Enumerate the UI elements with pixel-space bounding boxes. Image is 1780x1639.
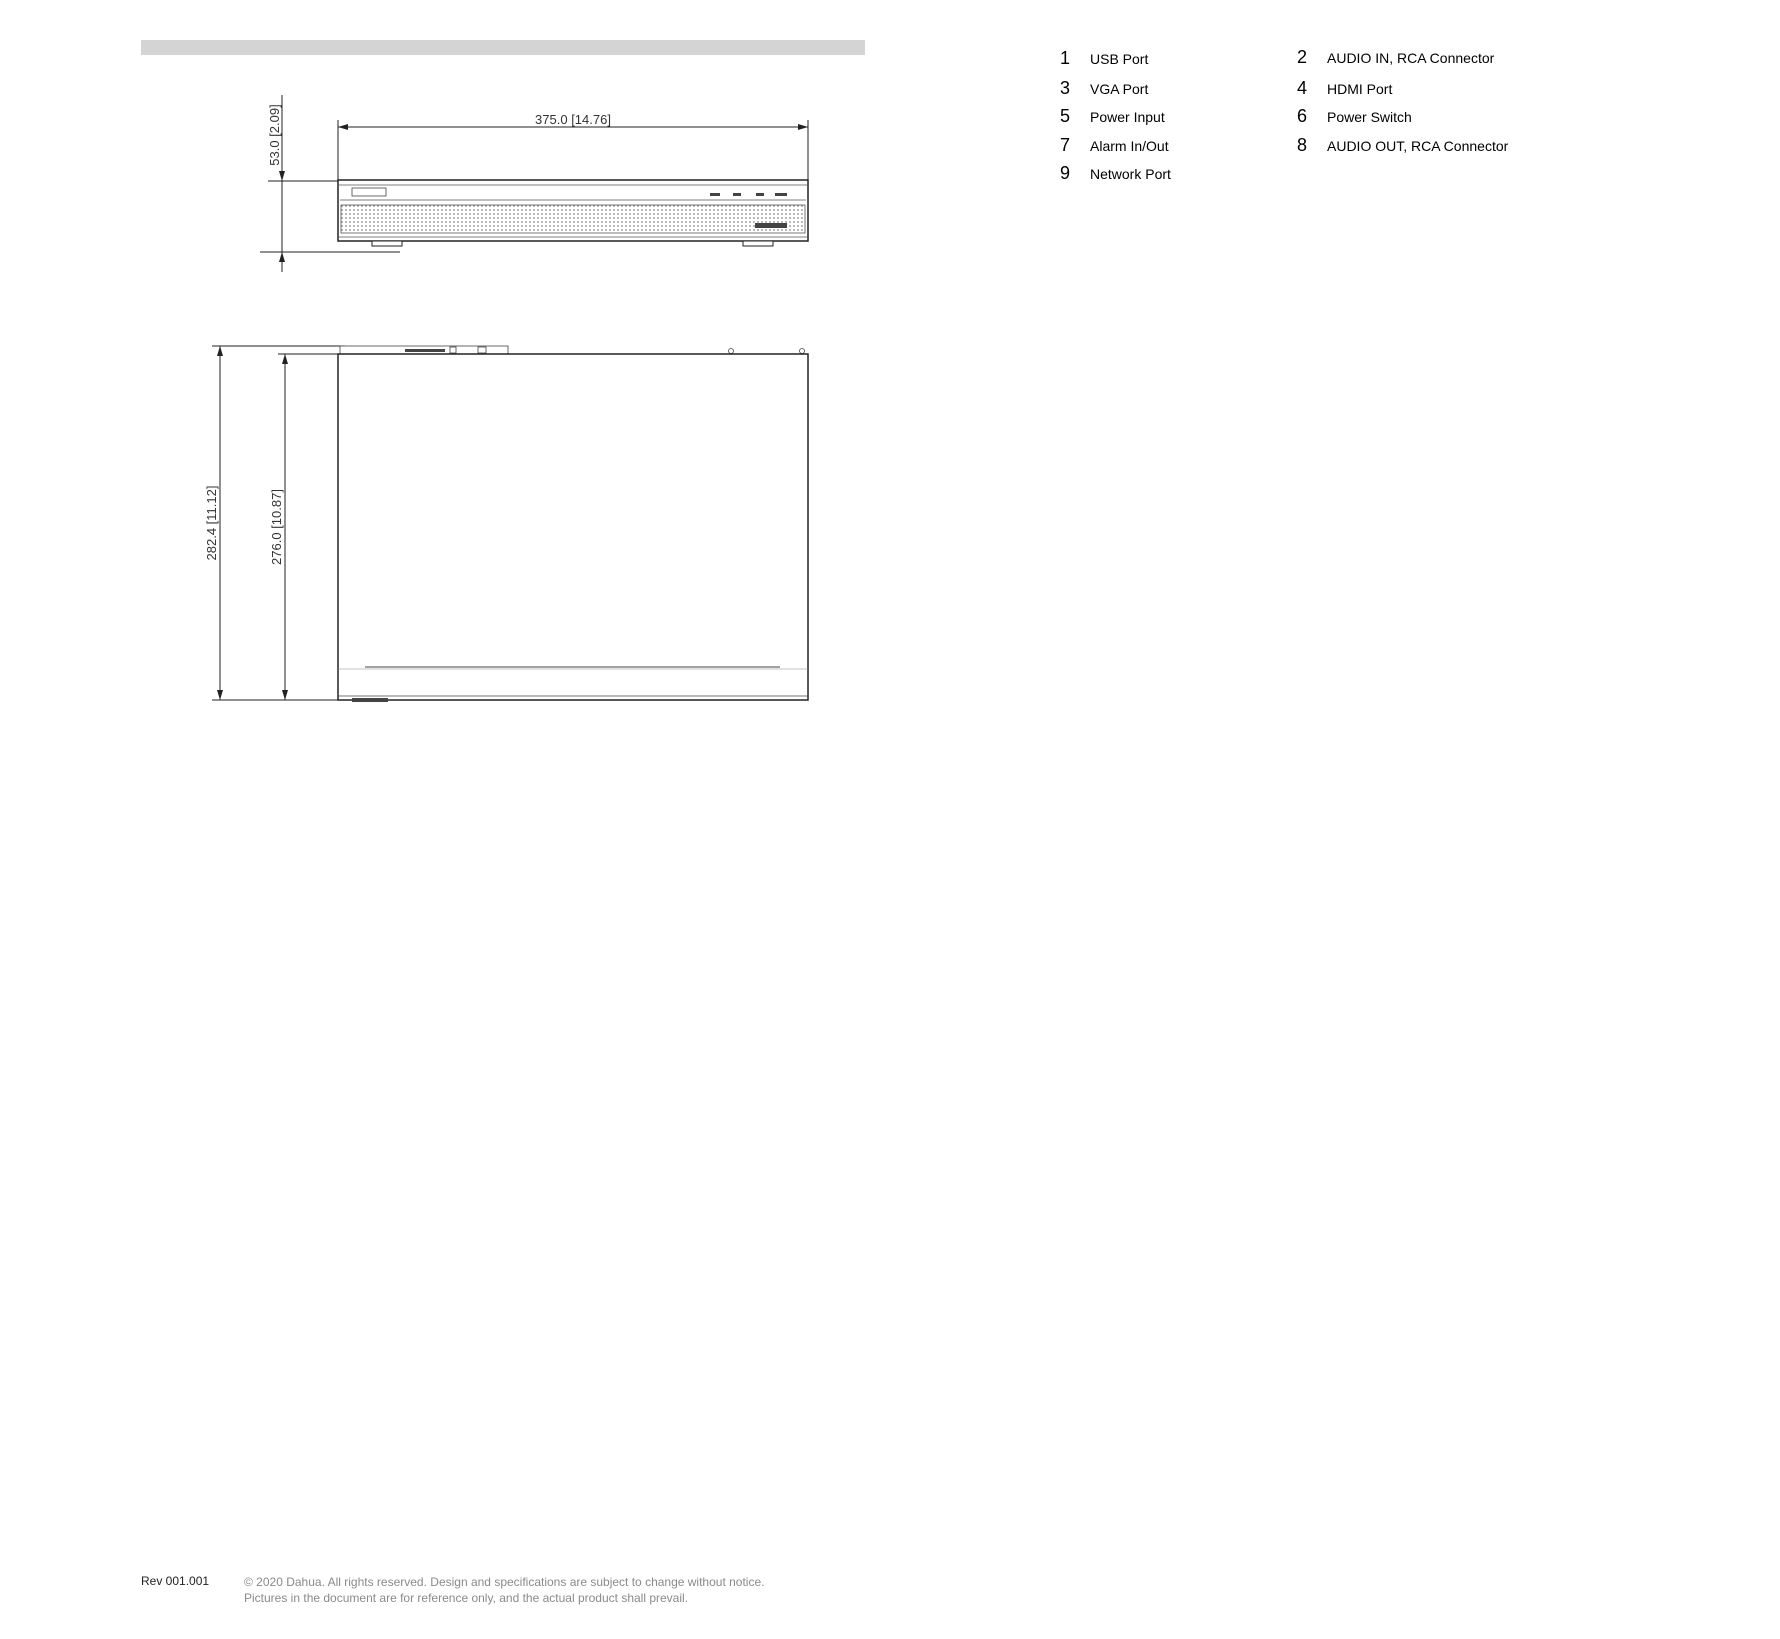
page-footer	[141, 1574, 764, 1606]
legend-item	[1060, 135, 1169, 156]
legend-number: 8	[1297, 135, 1308, 155]
legend-label: HDMI Port	[1327, 81, 1393, 97]
legend-item	[1060, 106, 1165, 127]
legend-number: 7	[1060, 135, 1071, 155]
revision-number: Rev 001.001	[141, 1574, 210, 1588]
legend-label: USB Port	[1090, 51, 1149, 67]
copyright-text: © 2020 Dahua. All rights reserved. Design and specifications are subject to change without notice.	[244, 1575, 765, 1589]
top-view	[204, 346, 808, 702]
legend-number: 1	[1060, 48, 1071, 68]
legend-label: Power Switch	[1327, 109, 1412, 125]
width-dimension-label: 375.0 [14.76]	[535, 112, 611, 127]
legend-item	[1297, 106, 1412, 127]
legend-item	[1297, 47, 1494, 68]
legend-item	[1297, 78, 1392, 99]
legal-notice	[244, 1574, 764, 1606]
depth-total-dimension-label: 282.4 [11.12]	[204, 485, 219, 561]
legend-number: 5	[1060, 106, 1071, 126]
height-dimension-label: 53.0 [2.09]	[267, 104, 282, 166]
legend-number: 2	[1297, 47, 1308, 67]
legend-label: Alarm In/Out	[1090, 138, 1169, 154]
legend-number: 6	[1297, 106, 1308, 126]
legend-item	[1060, 48, 1148, 69]
disclaimer-text: Pictures in the document are for reference only, and the actual product shall prevail.	[244, 1591, 689, 1605]
front-view	[260, 95, 808, 272]
legend-item	[1060, 78, 1148, 99]
legend-number: 4	[1297, 78, 1308, 98]
depth-body-dimension-label: 276.0 [10.87]	[269, 489, 284, 565]
legend-label: VGA Port	[1090, 81, 1149, 97]
legend-number: 3	[1060, 78, 1071, 98]
legend-label: AUDIO IN, RCA Connector	[1327, 50, 1495, 66]
legend-label: AUDIO OUT, RCA Connector	[1327, 138, 1509, 154]
legend-label: Power Input	[1090, 109, 1165, 125]
legend-label: Network Port	[1090, 166, 1171, 182]
legend-number: 9	[1060, 163, 1071, 183]
legend-item	[1060, 163, 1171, 184]
legend-item	[1297, 135, 1508, 156]
dimension-drawing	[0, 0, 880, 720]
